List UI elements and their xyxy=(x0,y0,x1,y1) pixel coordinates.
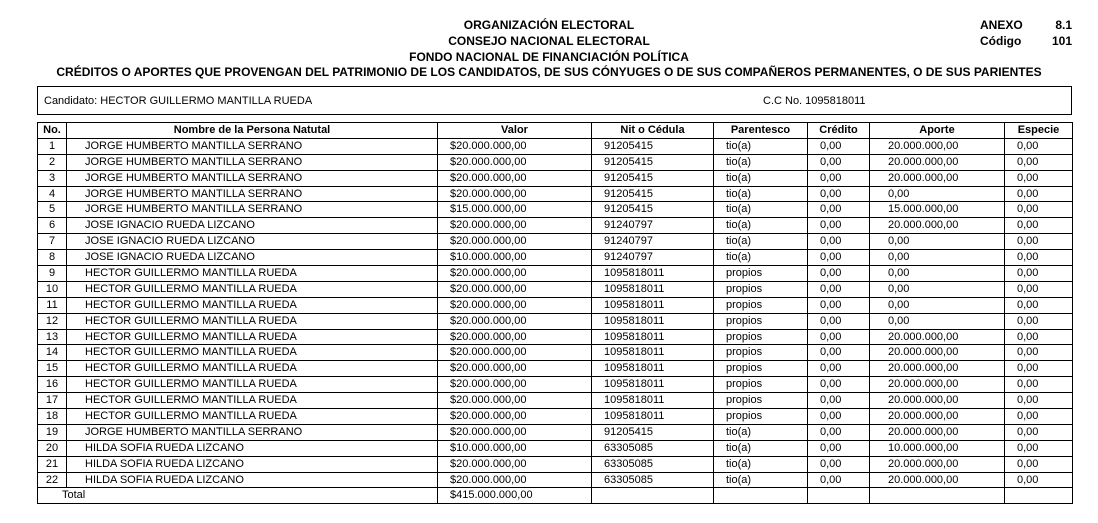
row-nombre-cell: JORGE HUMBERTO MANTILLA SERRANO xyxy=(67,424,438,440)
row-nombre-cell: HECTOR GUILLERMO MANTILLA RUEDA xyxy=(67,393,438,409)
row-especie-cell: 0,00 xyxy=(1005,281,1073,297)
row-credito-cell: 0,00 xyxy=(808,440,870,456)
row-aporte-cell: 0,00 xyxy=(870,234,1005,250)
row-credito-cell: 0,00 xyxy=(808,154,870,170)
row-nombre-cell: HILDA SOFIA RUEDA LIZCANO xyxy=(67,456,438,472)
total-row xyxy=(38,488,1073,504)
row-nombre-cell: HECTOR GUILLERMO MANTILLA RUEDA xyxy=(67,297,438,313)
row-valor-cell: $20.000.000,00 xyxy=(438,393,592,409)
row-aporte-cell: 20.000.000,00 xyxy=(870,345,1005,361)
table-row xyxy=(38,329,1073,345)
row-valor-cell: $20.000.000,00 xyxy=(438,218,592,234)
contributions-table xyxy=(37,122,1073,504)
table-header-row xyxy=(38,123,1073,139)
table-row xyxy=(38,138,1073,154)
row-especie-cell: 0,00 xyxy=(1005,266,1073,282)
row-valor-cell: $20.000.000,00 xyxy=(438,281,592,297)
row-nit-cell: 1095818011 xyxy=(592,377,714,393)
row-no-cell: 4 xyxy=(38,186,67,202)
row-valor-cell: $20.000.000,00 xyxy=(438,345,592,361)
row-parentesco-cell: propios xyxy=(714,313,808,329)
row-especie-cell: 0,00 xyxy=(1005,234,1073,250)
row-especie-cell: 0,00 xyxy=(1005,424,1073,440)
row-nombre-cell: HECTOR GUILLERMO MANTILLA RUEDA xyxy=(67,409,438,425)
row-parentesco-cell: tio(a) xyxy=(714,456,808,472)
row-valor-cell: $20.000.000,00 xyxy=(438,409,592,425)
row-valor-cell: $20.000.000,00 xyxy=(438,154,592,170)
row-no-cell: 22 xyxy=(38,472,67,488)
row-aporte-cell: 10.000.000,00 xyxy=(870,440,1005,456)
table-row xyxy=(38,234,1073,250)
table-row xyxy=(38,218,1073,234)
row-nit-cell: 91205415 xyxy=(592,186,714,202)
row-nit-cell: 1095818011 xyxy=(592,266,714,282)
row-nit-cell: 1095818011 xyxy=(592,393,714,409)
table-row xyxy=(38,297,1073,313)
row-valor-cell: $20.000.000,00 xyxy=(438,170,592,186)
table-row xyxy=(38,186,1073,202)
row-nit-cell: 1095818011 xyxy=(592,297,714,313)
row-parentesco-cell: propios xyxy=(714,281,808,297)
row-credito-cell: 0,00 xyxy=(808,472,870,488)
row-especie-cell: 0,00 xyxy=(1005,377,1073,393)
row-valor-cell: $20.000.000,00 xyxy=(438,313,592,329)
row-credito-cell: 0,00 xyxy=(808,313,870,329)
col-header-nombre: Nombre de la Persona Natutal xyxy=(67,123,438,139)
row-parentesco-cell: propios xyxy=(714,409,808,425)
row-especie-cell: 0,00 xyxy=(1005,472,1073,488)
codigo-label: Código xyxy=(980,34,1022,48)
row-valor-cell: $10.000.000,00 xyxy=(438,250,592,266)
row-aporte-cell: 0,00 xyxy=(870,186,1005,202)
row-credito-cell: 0,00 xyxy=(808,250,870,266)
total-empty-cell xyxy=(808,488,870,504)
row-nit-cell: 91205415 xyxy=(592,154,714,170)
anexo-label: ANEXO xyxy=(980,18,1023,32)
row-nombre-cell: JOSE IGNACIO RUEDA LIZCANO xyxy=(67,218,438,234)
row-nombre-cell: HECTOR GUILLERMO MANTILLA RUEDA xyxy=(67,329,438,345)
row-valor-cell: $20.000.000,00 xyxy=(438,456,592,472)
row-valor-cell: $20.000.000,00 xyxy=(438,266,592,282)
total-value: $415.000.000,00 xyxy=(438,488,592,504)
row-valor-cell: $20.000.000,00 xyxy=(438,329,592,345)
row-aporte-cell: 20.000.000,00 xyxy=(870,377,1005,393)
table-row xyxy=(38,202,1073,218)
row-parentesco-cell: propios xyxy=(714,361,808,377)
table-row xyxy=(38,281,1073,297)
col-header-no: No. xyxy=(38,123,67,139)
row-no-cell: 17 xyxy=(38,393,67,409)
row-nombre-cell: JORGE HUMBERTO MANTILLA SERRANO xyxy=(67,186,438,202)
row-parentesco-cell: tio(a) xyxy=(714,472,808,488)
row-credito-cell: 0,00 xyxy=(808,409,870,425)
col-header-parentesco: Parentesco xyxy=(714,123,808,139)
row-aporte-cell: 20.000.000,00 xyxy=(870,154,1005,170)
row-no-cell: 10 xyxy=(38,281,67,297)
row-especie-cell: 0,00 xyxy=(1005,409,1073,425)
row-nombre-cell: JORGE HUMBERTO MANTILLA SERRANO xyxy=(67,170,438,186)
table-row xyxy=(38,170,1073,186)
row-no-cell: 15 xyxy=(38,361,67,377)
table-row xyxy=(38,393,1073,409)
codigo-row xyxy=(980,34,1072,49)
row-aporte-cell: 0,00 xyxy=(870,313,1005,329)
row-credito-cell: 0,00 xyxy=(808,234,870,250)
table-row xyxy=(38,377,1073,393)
table-row xyxy=(38,154,1073,170)
row-aporte-cell: 20.000.000,00 xyxy=(870,393,1005,409)
row-nit-cell: 1095818011 xyxy=(592,409,714,425)
row-nit-cell: 91205415 xyxy=(592,170,714,186)
row-nombre-cell: HECTOR GUILLERMO MANTILLA RUEDA xyxy=(67,266,438,282)
row-aporte-cell: 20.000.000,00 xyxy=(870,456,1005,472)
row-credito-cell: 0,00 xyxy=(808,393,870,409)
row-aporte-cell: 20.000.000,00 xyxy=(870,424,1005,440)
row-nit-cell: 63305085 xyxy=(592,456,714,472)
row-aporte-cell: 20.000.000,00 xyxy=(870,361,1005,377)
row-nombre-cell: HECTOR GUILLERMO MANTILLA RUEDA xyxy=(67,345,438,361)
row-credito-cell: 0,00 xyxy=(808,202,870,218)
row-nombre-cell: JORGE HUMBERTO MANTILLA SERRANO xyxy=(67,138,438,154)
row-credito-cell: 0,00 xyxy=(808,345,870,361)
table-row xyxy=(38,266,1073,282)
row-no-cell: 20 xyxy=(38,440,67,456)
row-especie-cell: 0,00 xyxy=(1005,361,1073,377)
candidate-name: Candidato: HECTOR GUILLERMO MANTILLA RUEDA xyxy=(44,95,313,107)
row-parentesco-cell: propios xyxy=(714,266,808,282)
row-nombre-cell: JOSE IGNACIO RUEDA LIZCANO xyxy=(67,250,438,266)
table-row xyxy=(38,313,1073,329)
row-aporte-cell: 0,00 xyxy=(870,281,1005,297)
row-credito-cell: 0,00 xyxy=(808,329,870,345)
row-especie-cell: 0,00 xyxy=(1005,186,1073,202)
table-row xyxy=(38,250,1073,266)
row-credito-cell: 0,00 xyxy=(808,138,870,154)
total-label: Total xyxy=(38,488,438,504)
row-nombre-cell: HECTOR GUILLERMO MANTILLA RUEDA xyxy=(67,361,438,377)
row-aporte-cell: 20.000.000,00 xyxy=(870,170,1005,186)
table-row xyxy=(38,345,1073,361)
total-empty-cell xyxy=(714,488,808,504)
row-parentesco-cell: propios xyxy=(714,345,808,361)
row-valor-cell: $20.000.000,00 xyxy=(438,377,592,393)
row-especie-cell: 0,00 xyxy=(1005,440,1073,456)
col-header-nit: Nit o Cédula xyxy=(592,123,714,139)
row-nit-cell: 91205415 xyxy=(592,424,714,440)
table-row xyxy=(38,472,1073,488)
row-nombre-cell: HILDA SOFIA RUEDA LIZCANO xyxy=(67,472,438,488)
row-nit-cell: 91205415 xyxy=(592,138,714,154)
row-no-cell: 19 xyxy=(38,424,67,440)
row-no-cell: 11 xyxy=(38,297,67,313)
row-nombre-cell: HECTOR GUILLERMO MANTILLA RUEDA xyxy=(67,313,438,329)
row-aporte-cell: 20.000.000,00 xyxy=(870,329,1005,345)
row-aporte-cell: 0,00 xyxy=(870,266,1005,282)
row-especie-cell: 0,00 xyxy=(1005,297,1073,313)
row-nit-cell: 1095818011 xyxy=(592,313,714,329)
row-parentesco-cell: tio(a) xyxy=(714,202,808,218)
row-especie-cell: 0,00 xyxy=(1005,456,1073,472)
row-credito-cell: 0,00 xyxy=(808,456,870,472)
row-aporte-cell: 0,00 xyxy=(870,297,1005,313)
row-credito-cell: 0,00 xyxy=(808,361,870,377)
row-especie-cell: 0,00 xyxy=(1005,170,1073,186)
row-valor-cell: $20.000.000,00 xyxy=(438,297,592,313)
row-parentesco-cell: tio(a) xyxy=(714,138,808,154)
table-body xyxy=(38,138,1073,488)
row-nit-cell: 1095818011 xyxy=(592,281,714,297)
row-parentesco-cell: propios xyxy=(714,329,808,345)
row-nit-cell: 1095818011 xyxy=(592,329,714,345)
row-no-cell: 5 xyxy=(38,202,67,218)
row-credito-cell: 0,00 xyxy=(808,218,870,234)
col-header-especie: Especie xyxy=(1005,123,1073,139)
row-no-cell: 1 xyxy=(38,138,67,154)
candidate-box xyxy=(37,86,1072,115)
row-parentesco-cell: tio(a) xyxy=(714,218,808,234)
row-credito-cell: 0,00 xyxy=(808,266,870,282)
header-consejo: CONSEJO NACIONAL ELECTORAL xyxy=(448,34,650,48)
row-nit-cell: 1095818011 xyxy=(592,361,714,377)
row-parentesco-cell: tio(a) xyxy=(714,250,808,266)
row-parentesco-cell: tio(a) xyxy=(714,424,808,440)
row-valor-cell: $20.000.000,00 xyxy=(438,472,592,488)
row-no-cell: 21 xyxy=(38,456,67,472)
row-nombre-cell: HECTOR GUILLERMO MANTILLA RUEDA xyxy=(67,281,438,297)
table-row xyxy=(38,409,1073,425)
total-empty-cell xyxy=(870,488,1005,504)
row-valor-cell: $20.000.000,00 xyxy=(438,234,592,250)
total-empty-cell xyxy=(1005,488,1073,504)
row-parentesco-cell: propios xyxy=(714,393,808,409)
row-parentesco-cell: tio(a) xyxy=(714,170,808,186)
row-especie-cell: 0,00 xyxy=(1005,154,1073,170)
row-parentesco-cell: propios xyxy=(714,297,808,313)
document-title: CRÉDITOS O APORTES QUE PROVENGAN DEL PATRIMONIO DE LOS CANDIDATOS, DE SUS CÓNYUGES O DE SUS COMPAÑEROS PERMANENTES, O DE SUS PARIENTES xyxy=(56,65,1042,79)
table-row xyxy=(38,456,1073,472)
table-row xyxy=(38,361,1073,377)
row-parentesco-cell: propios xyxy=(714,377,808,393)
row-no-cell: 14 xyxy=(38,345,67,361)
table-row xyxy=(38,440,1073,456)
anexo-row xyxy=(980,18,1072,33)
row-parentesco-cell: tio(a) xyxy=(714,440,808,456)
row-aporte-cell: 20.000.000,00 xyxy=(870,472,1005,488)
row-parentesco-cell: tio(a) xyxy=(714,154,808,170)
row-aporte-cell: 15.000.000,00 xyxy=(870,202,1005,218)
row-nombre-cell: HILDA SOFIA RUEDA LIZCANO xyxy=(67,440,438,456)
row-especie-cell: 0,00 xyxy=(1005,138,1073,154)
row-credito-cell: 0,00 xyxy=(808,377,870,393)
header-organizacion: ORGANIZACIÓN ELECTORAL xyxy=(463,18,635,32)
row-no-cell: 16 xyxy=(38,377,67,393)
candidate-cc: C.C No. 1095818011 xyxy=(763,95,866,107)
row-no-cell: 13 xyxy=(38,329,67,345)
row-no-cell: 12 xyxy=(38,313,67,329)
row-parentesco-cell: tio(a) xyxy=(714,234,808,250)
table-row xyxy=(38,424,1073,440)
row-no-cell: 6 xyxy=(38,218,67,234)
header-fondo: FONDO NACIONAL DE FINANCIACIÓN POLÍTICA xyxy=(409,50,689,64)
row-especie-cell: 0,00 xyxy=(1005,250,1073,266)
row-valor-cell: $20.000.000,00 xyxy=(438,138,592,154)
col-header-valor: Valor xyxy=(438,123,592,139)
row-nit-cell: 91205415 xyxy=(592,202,714,218)
row-no-cell: 3 xyxy=(38,170,67,186)
row-nit-cell: 91240797 xyxy=(592,234,714,250)
row-no-cell: 9 xyxy=(38,266,67,282)
row-credito-cell: 0,00 xyxy=(808,297,870,313)
total-empty-cell xyxy=(592,488,714,504)
row-especie-cell: 0,00 xyxy=(1005,329,1073,345)
row-valor-cell: $20.000.000,00 xyxy=(438,186,592,202)
col-header-credito: Crédito xyxy=(808,123,870,139)
row-no-cell: 7 xyxy=(38,234,67,250)
row-valor-cell: $10.000.000,00 xyxy=(438,440,592,456)
row-nit-cell: 63305085 xyxy=(592,472,714,488)
row-aporte-cell: 20.000.000,00 xyxy=(870,409,1005,425)
row-nit-cell: 63305085 xyxy=(592,440,714,456)
row-nombre-cell: JOSE IGNACIO RUEDA LIZCANO xyxy=(67,234,438,250)
row-especie-cell: 0,00 xyxy=(1005,218,1073,234)
row-nombre-cell: JORGE HUMBERTO MANTILLA SERRANO xyxy=(67,154,438,170)
row-especie-cell: 0,00 xyxy=(1005,393,1073,409)
anexo-value: 8.1 xyxy=(1055,18,1072,32)
row-nit-cell: 91240797 xyxy=(592,218,714,234)
row-aporte-cell: 20.000.000,00 xyxy=(870,218,1005,234)
row-valor-cell: $15.000.000,00 xyxy=(438,202,592,218)
row-credito-cell: 0,00 xyxy=(808,281,870,297)
row-aporte-cell: 20.000.000,00 xyxy=(870,138,1005,154)
row-nombre-cell: HECTOR GUILLERMO MANTILLA RUEDA xyxy=(67,377,438,393)
row-nit-cell: 91240797 xyxy=(592,250,714,266)
row-parentesco-cell: tio(a) xyxy=(714,186,808,202)
col-header-aporte: Aporte xyxy=(870,123,1005,139)
row-credito-cell: 0,00 xyxy=(808,424,870,440)
row-valor-cell: $20.000.000,00 xyxy=(438,361,592,377)
row-especie-cell: 0,00 xyxy=(1005,313,1073,329)
row-nit-cell: 1095818011 xyxy=(592,345,714,361)
row-aporte-cell: 0,00 xyxy=(870,250,1005,266)
row-especie-cell: 0,00 xyxy=(1005,202,1073,218)
row-no-cell: 18 xyxy=(38,409,67,425)
row-nombre-cell: JORGE HUMBERTO MANTILLA SERRANO xyxy=(67,202,438,218)
row-credito-cell: 0,00 xyxy=(808,186,870,202)
codigo-value: 101 xyxy=(1051,34,1072,48)
row-no-cell: 2 xyxy=(38,154,67,170)
row-especie-cell: 0,00 xyxy=(1005,345,1073,361)
row-valor-cell: $20.000.000,00 xyxy=(438,424,592,440)
row-credito-cell: 0,00 xyxy=(808,170,870,186)
row-no-cell: 8 xyxy=(38,250,67,266)
